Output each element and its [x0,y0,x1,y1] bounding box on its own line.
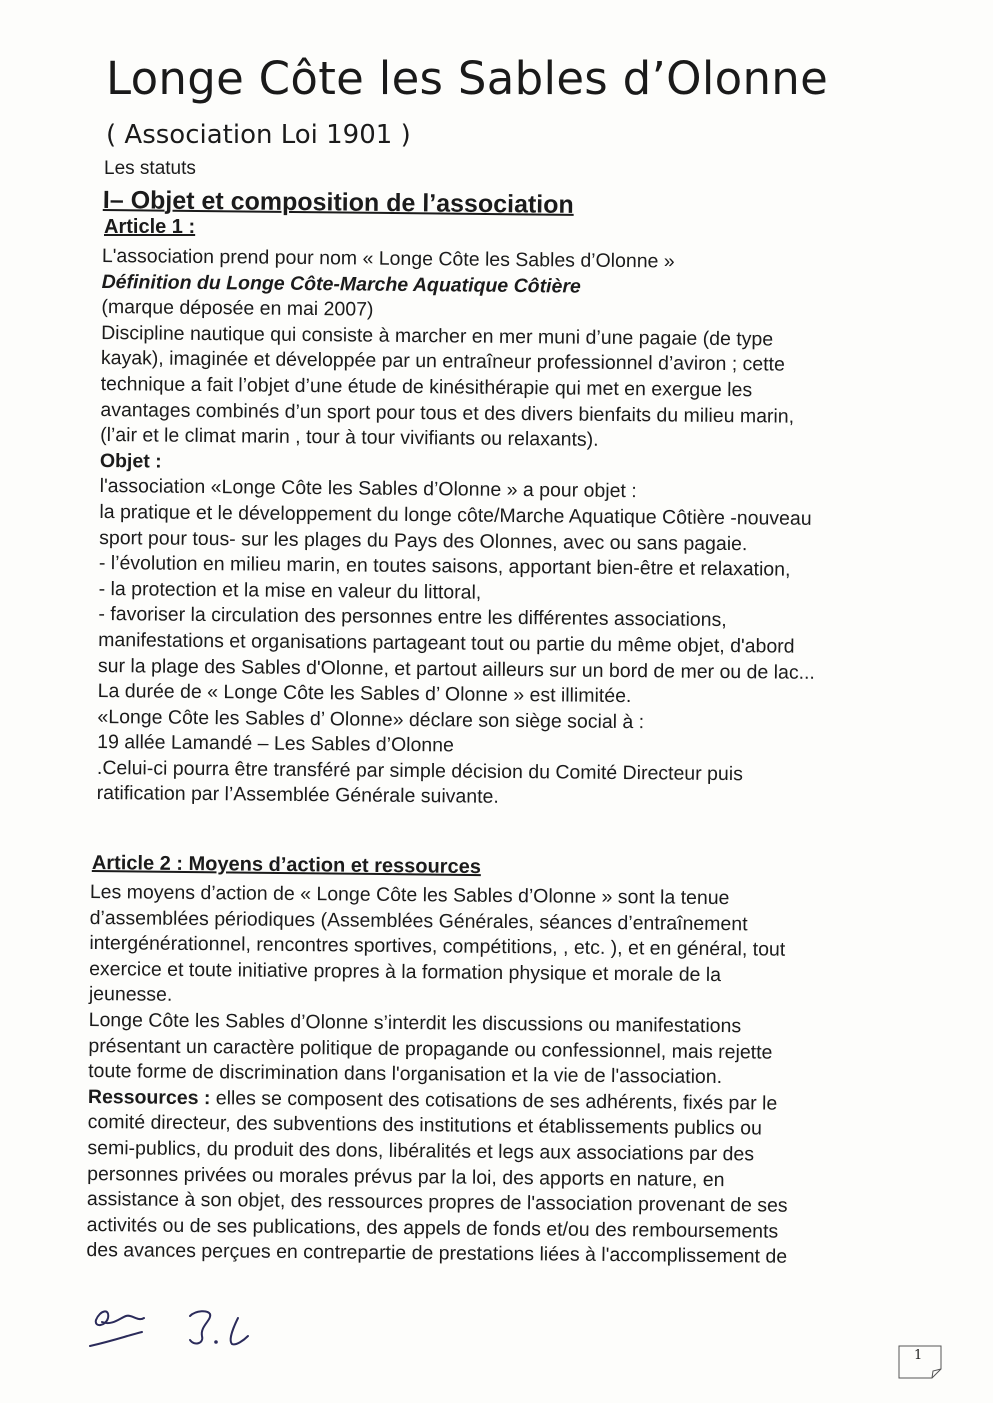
definition-heading: Définition du Longe Côte-Marche Aquatique Côtière [101,270,581,298]
paragraph-line: sport pour tous- sur les plages du Pays des Olonnes, avec ou sans pagaie. [99,526,748,555]
resources-label: Ressources : [87,1085,211,1109]
section-2-body [86,880,790,1271]
paragraph-line: Longe Côte les Sables d’Olonne s’interdit les discussions ou manifestations [88,1008,742,1038]
article-1-heading: Article 1 : [104,216,196,238]
paragraph-line: (marque déposée en mai 2007) [101,296,374,321]
paragraph-line: exercice et toute initiative propres à la formation physique et morale de la [89,957,722,986]
paragraph-line: kayak), imaginée et développée par un entraîneur professionnel d’aviron ; cette [100,347,785,376]
paragraph-line: Discipline nautique qui consiste à marcher en mer muni d’une pagaie (de type [101,321,774,351]
paragraph-line: semi-publics, du produit des dons, libéralités et legs aux associations par des [87,1136,755,1166]
paragraph-line: technique a fait l’objet d’une étude de kinésithérapie qui met en exergue les [100,372,753,402]
objet-heading: Objet : [99,449,162,473]
paragraph-line: personnes privées ou morales prévus par la loi, des apports en nature, en [87,1162,725,1191]
paragraph-line: jeunesse. [88,983,173,1007]
paragraph-line: la pratique et le développement du longe côte/Marche Aquatique Côtière -nouveau [99,500,812,530]
paragraph-line: «Longe Côte les Sables d’ Olonne» déclare son siège social à : [97,705,645,733]
document-title: Longe Côte les Sables d’Olonne [106,52,829,105]
paragraph-line: La durée de « Longe Côte les Sables d’ Olonne » est illimitée. [97,680,632,708]
paragraph-line: manifestations et organisations partageant tout ou partie du même objet, d'abord [98,628,795,658]
paragraph-line: (l’air et le climat marin , tour à tour vivifiants ou relaxants). [100,424,599,451]
paragraph-line: avantages combinés d’un sport pour tous et des divers bienfaits du milieu marin, [100,398,795,428]
doc-label: Les statuts [104,158,196,179]
paragraph-line: toute forme de discrimination dans l'organisation et la vie de l'association. [88,1060,723,1089]
section-heading-1: I– Objet et composition de l’association [102,186,574,219]
section-1-body [97,244,819,814]
paragraph-line: l'association «Longe Côte les Sables d’Olonne » a pour objet : [99,475,637,503]
document-subtitle: ( Association Loi 1901 ) [106,120,411,150]
paragraph-line: sur la plage des Sables d'Olonne, et partout ailleurs sur un bord de mer ou de lac... [97,654,816,684]
paragraph-line: ratification par l’Assemblée Générale suivante. [96,782,499,809]
paragraph-line: - favoriser la circulation des personnes entre les différentes associations, [98,603,727,632]
page-number: 1 [914,1348,923,1363]
paragraph-line: 19 allée Lamandé – Les Sables d’Olonne [97,731,454,757]
handwritten-initials [86,1296,286,1366]
article-2-heading: Article 2 : Moyens d’action et ressources [91,852,482,879]
paragraph-line: - la protection et la mise en valeur du littoral, [98,577,482,604]
paragraph-line: elles se composent des cotisations de ses adhérents, fixés par le [210,1086,778,1115]
paragraph-line: présentant un caractère politique de propagande ou confessionnel, mais rejette [88,1034,773,1064]
paragraph-line: L'association prend pour nom « Longe Côte les Sables d’Olonne » [101,244,675,273]
paragraph-line: - l’évolution en milieu marin, en toutes saisons, apportant bien-être et relaxation, [98,552,791,581]
paragraph-line: activités ou de ses publications, des appels de fonds et/ou des remboursements [86,1213,779,1243]
paragraph-line: .Celui-ci pourra être transféré par simple décision du Comité Directeur puis [96,756,743,786]
paragraph-line: Les moyens d’action de « Longe Côte les Sables d’Olonne » sont la tenue [89,880,730,910]
paragraph-line: comité directeur, des subventions des institutions et établissements publics ou [87,1111,762,1140]
paragraph-line: d’assemblées périodiques (Assemblées Générales, séances d’entraînement [89,906,748,935]
paragraph-line: des avances perçues en contrepartie de prestations liées à l'accomplissement de [86,1239,788,1269]
paragraph-line: assistance à son objet, des ressources propres de l'association provenant de ses [86,1188,788,1217]
paragraph-line: intergénérationnel, rencontres sportives, compétitions, , etc. ), et en général, tout [89,932,786,961]
